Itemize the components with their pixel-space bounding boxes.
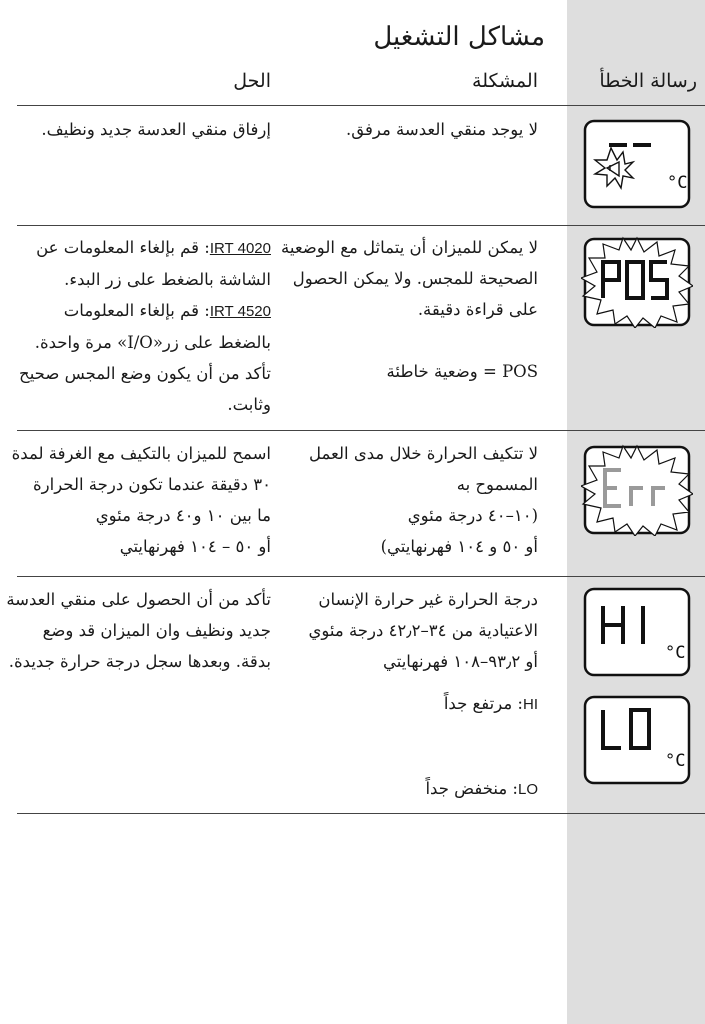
lcd-display-hi [581,586,693,678]
solution-no-lens: إرفاق منقي العدسة جديد ونظيف. [41,120,271,139]
lcd-display-pos [581,236,693,328]
lcd-display-err [581,444,693,536]
lcd-screen [581,444,693,536]
divider [17,576,705,577]
page-title: مشاكل التشغيل [373,22,545,52]
header-error-message: رسالة الخطأ [599,70,697,92]
lcd-screen [581,118,693,210]
lcd-display-no-lens [581,118,693,210]
divider [17,813,705,814]
lcd-screen [581,694,693,786]
lcd-screen [581,236,693,328]
header-solution: الحل [233,70,271,92]
problem-abnormal-temperature: درجة الحرارة غير حرارة الإنسان الاعتيادية من ٣٤–٤٢٫٢ درجة مئوي أو ٩٣٫٢–١٠٨ فهرنهايتي HI: مرتفع جداً LO: منخفض جداً [308,590,538,798]
svg-text:°C: °C [667,173,688,193]
problem-temperature-range: لا تتكيف الحرارة خلال مدى العمل المسموح به (١٠–٤٠ درجة مئوي أو ٥٠ و ١٠٤ فهرنهايتي) [309,444,538,556]
header-problem: المشكلة [472,70,538,92]
solution-temperature-range: اسمح للميزان بالتكيف مع الغرفة لمدة ٣٠ دقيقة عندما تكون درجة الحرارة ما بين ١٠ و٤٠ درجة مئوي أو ٥٠ – ١٠٤ فهرنهايتي [11,444,271,556]
solution-position: IRT 4020: قم بإلغاء المعلومات عن الشاشة بالضغط على زر البدء. IRT 4520: قم بإلغاء المعلومات بالضغط على زر«I/O» مرة واحدة. تأكد من أن يكون وضع المجس صحيح وثابت. [19,238,271,414]
problem-no-lens: لا يوجد منقي العدسة مرفق. [345,120,538,139]
lcd-display-lo [581,694,693,786]
svg-text:°C: °C [665,751,686,771]
svg-text:°C: °C [665,643,686,663]
divider [17,225,705,226]
divider [17,105,705,106]
lcd-screen [581,586,693,678]
divider [17,430,705,431]
solution-abnormal-temperature: تأكد من أن الحصول على منقي العدسة جديد ونظيف وان الميزان قد وضع بدقة. وبعدها سجل درجة حرارة جديدة. [6,590,271,671]
problem-position: لا يمكن للميزان أن يتماثل مع الوضعية الصحيحة للمجس. ولا يمكن الحصول على قراءة دقيقة. POS = وضعية خاطئة [281,238,538,381]
